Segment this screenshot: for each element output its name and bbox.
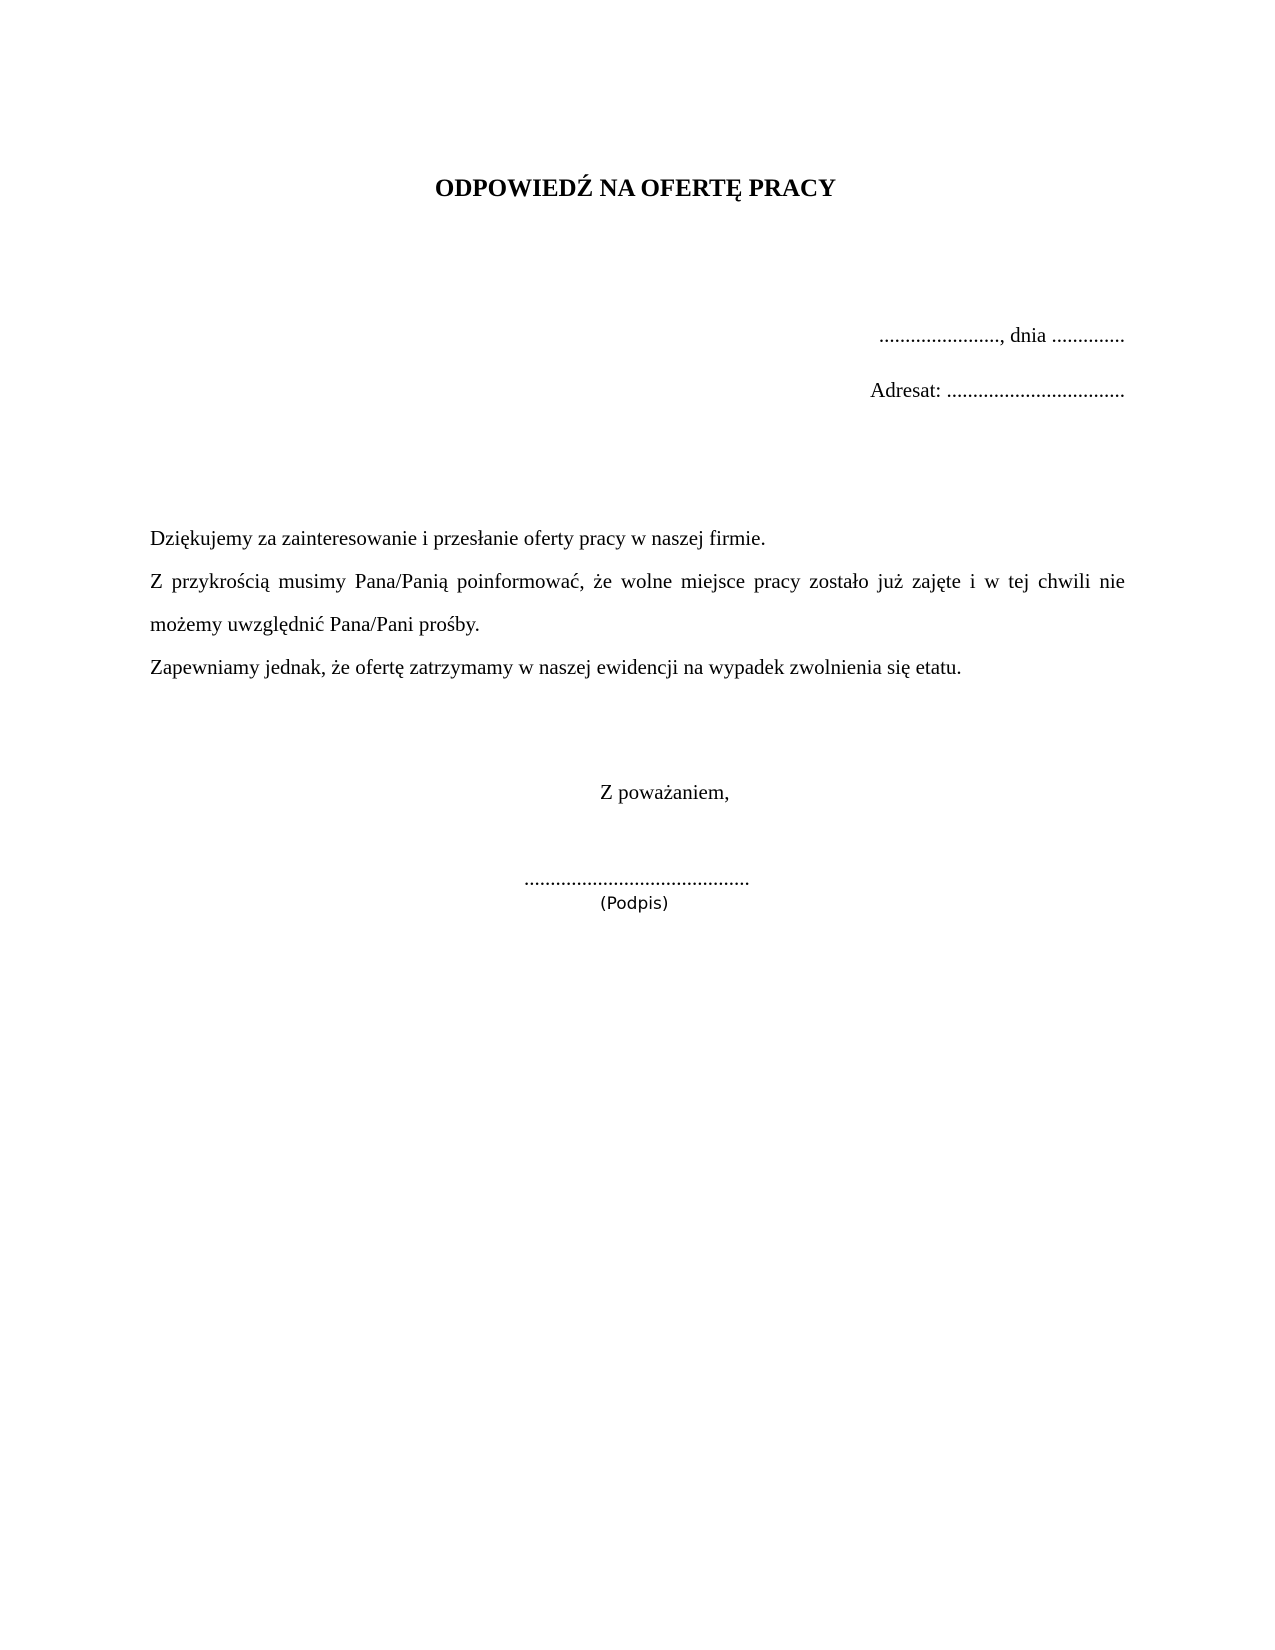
place-date-line: ......................., dnia .............. bbox=[878, 323, 1125, 347]
document-title bbox=[0, 173, 1275, 205]
addressee-line: Adresat: .................................. bbox=[870, 378, 1125, 402]
paragraph-thanks: Dziękujemy za zainteresowanie i przesłanie oferty pracy w naszej firmie. bbox=[150, 526, 766, 550]
paragraph-assurance: Zapewniamy jednak, że ofertę zatrzymamy w naszej ewidencji na wypadek zwolnienia się etatu. bbox=[150, 655, 962, 679]
letter-body bbox=[150, 517, 1125, 689]
document-title-text: ODPOWIEDŹ NA OFERTĘ PRACY bbox=[434, 175, 837, 202]
closing-salutation: Z poważaniem, bbox=[600, 780, 730, 804]
paragraph-rejection: Z przykrością musimy Pana/Panią poinformować, że wolne miejsce pracy zostało już zajęte i w tej chwili nie możemy uwzględnić Pana/Pani prośby. bbox=[150, 569, 1125, 636]
signature-label: (Podpis) bbox=[600, 894, 669, 914]
signature-line: ........................................... bbox=[524, 866, 750, 890]
